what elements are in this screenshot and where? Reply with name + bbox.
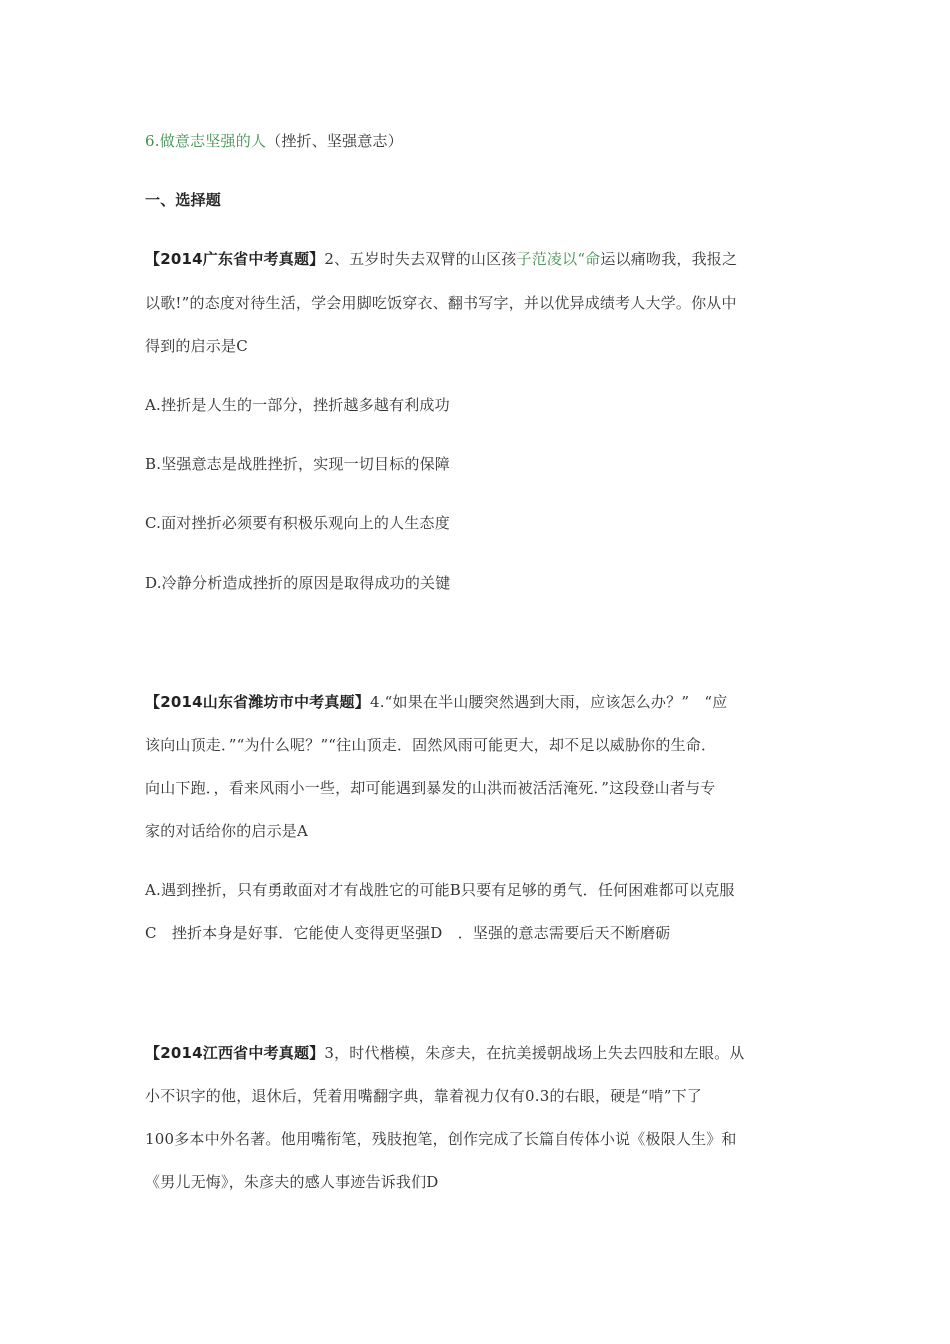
document-title xyxy=(145,131,403,151)
q1-option-b: B.坚强意志是战胜挫折，实现一切目标的保障 xyxy=(145,455,450,473)
title-main: 6.做意志坚强的人 xyxy=(145,132,267,150)
q2-line-1 xyxy=(145,692,727,712)
q2-line-4: 家的对话给你的启示是A xyxy=(145,822,309,840)
q2-line-2: 该向山顶走．”“为什么呢？”“往山顶走．固然风雨可能更大，却不足以威胁你的生命． xyxy=(145,736,717,754)
q2-line-3: 向山下跑．，看来风雨小一些，却可能遇到暴发的山洪而被活活淹死．”这段登山者与专 xyxy=(145,779,716,797)
q1-text-b: 运以痛吻我，我报之 xyxy=(600,250,738,268)
q1-line-1 xyxy=(145,249,737,269)
q1-text-a: 2、五岁时失去双臂的山区孩 xyxy=(324,250,517,268)
q1-line-3: 得到的启示是C xyxy=(145,337,248,355)
q1-option-c: C.面对挫折必须要有积极乐观向上的人生态度 xyxy=(145,514,450,532)
q2-options-line-1: A.遇到挫折，只有勇敢面对才有战胜它的可能B只要有足够的勇气．任何困难都可以克服 xyxy=(145,881,735,899)
section-heading: 一、选择题 xyxy=(145,191,222,209)
q1-option-a: A.挫折是人生的一部分，挫折越多越有利成功 xyxy=(145,396,450,414)
q2-source-tag: 【2014山东省潍坊市中考真题】 xyxy=(145,693,370,711)
q2-text-1: 4.“如果在半山腰突然遇到大雨，应该怎么办？” “应 xyxy=(369,693,728,711)
q1-option-d: D.冷静分析造成挫折的原因是取得成功的关键 xyxy=(145,574,451,592)
q3-line-2: 小不识字的他，退休后，凭着用嘴翻字典，靠着视力仅有0.3的右眼，硬是“啃”下了 xyxy=(145,1087,702,1105)
q2-options-line-2: C 挫折本身是好事．它能使人变得更坚强D ．坚强的意志需要后天不断磨砺 xyxy=(145,924,671,942)
q3-source-tag: 【2014江西省中考真题】 xyxy=(145,1044,325,1062)
q1-text-green: 子范凌以“命 xyxy=(516,250,601,268)
q3-line-1 xyxy=(145,1043,745,1063)
q3-line-4: 《男儿无悔》，朱彦夫的感人事迹告诉我们D xyxy=(145,1173,439,1191)
title-subtitle: （挫折、坚强意志） xyxy=(266,132,403,150)
q3-text-1: 3，时代楷模，朱彦夫，在抗美援朝战场上失去四肢和左眼。从 xyxy=(324,1044,745,1062)
q3-line-3: 100多本中外名著。他用嘴衔笔，残肢抱笔，创作完成了长篇自传体小说《极限人生》和 xyxy=(145,1130,737,1148)
q1-source-tag: 【2014广东省中考真题】 xyxy=(145,250,325,268)
q1-line-2: 以歌!”的态度对待生活，学会用脚吃饭穿衣、翻书写字，并以优异成绩考人大学。你从中 xyxy=(145,294,737,312)
